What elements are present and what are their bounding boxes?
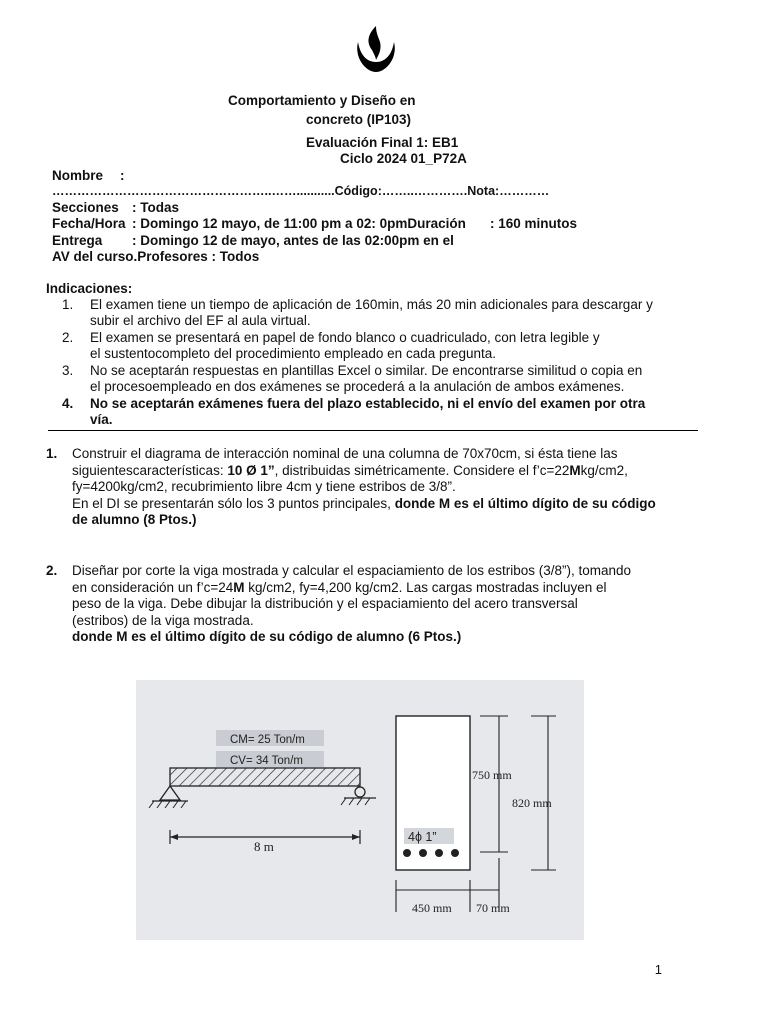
pin-support-icon — [160, 786, 180, 800]
fecha-label: Fecha/Hora — [52, 216, 126, 231]
secciones-value: : Todas — [132, 200, 179, 215]
cycle: Ciclo 2024 01_P72A — [340, 151, 467, 166]
list-item-number: 4. — [62, 396, 74, 411]
list-item-line1: No se aceptarán respuestas en plantillas Excel o similar. De encontrarse similitud o copia en — [90, 363, 643, 378]
question-number: 1. — [46, 446, 58, 461]
course-title-line1: Comportamiento y Diseño en — [228, 93, 416, 108]
q2-line5: donde M es el último dígito de su código de alumno (6 Ptos.) — [72, 629, 462, 644]
list-item-number: 1. — [62, 297, 74, 312]
nombre-colon: : — [120, 168, 125, 183]
beam-body — [170, 768, 360, 786]
list-item-line2: el sustentocompleto del procedimiento empleado en cada pregunta. — [90, 346, 497, 361]
list-item-line1: No se aceptarán exámenes fuera del plazo establecido, ni el envío del examen por otra — [90, 396, 646, 411]
list-item-line1: El examen se presentará en papel de fondo blanco o cuadriculado, con letra legible y — [90, 330, 600, 345]
beam-diagram — [136, 680, 584, 940]
list-item — [62, 330, 672, 364]
roller-support-icon — [355, 787, 365, 797]
rebar-label: 4ϕ 1” — [408, 830, 437, 844]
question-number: 2. — [46, 563, 58, 578]
fecha-value: : Domingo 12 mayo, de 11:00 pm a 02: 0pmDuración — [132, 216, 466, 231]
beam-figure — [136, 680, 584, 940]
span-label: 8 m — [254, 839, 274, 854]
list-item-line2: el procesoempleado en dos exámenes se procederá a la anulación de ambos exámenes. — [90, 379, 625, 394]
cm-label: CM= 25 Ton/m — [230, 734, 305, 746]
entrega-value2: AV del curso.Profesores : Todos — [52, 249, 260, 264]
indicaciones-title: Indicaciones: — [46, 281, 133, 296]
list-item — [62, 297, 672, 331]
q2-line2: en consideración un f’c=24M kg/cm2, fy=4,200 kg/cm2. Las cargas mostradas incluyen el — [72, 579, 607, 595]
list-item — [62, 396, 672, 430]
q1-line1: Construir el diagrama de interacción nominal de una columna de 70x70cm, si ésta tiene las — [72, 446, 618, 461]
q1-line3: fy=4200kg/cm2, recubrimiento libre 4cm y tiene estribos de 3/8”. — [72, 479, 456, 494]
q2-line4: (estribos) de la viga mostrada. — [72, 612, 254, 628]
duracion-value: : 160 minutos — [490, 216, 578, 231]
q2-line3: peso de la viga. Debe dibujar la distribución y el espaciamiento del acero transversal — [72, 596, 578, 611]
q1-line5: de alumno (8 Ptos.) — [72, 512, 197, 527]
height-750-label: 750 mm — [472, 768, 512, 782]
divider — [48, 430, 698, 431]
list-item — [62, 363, 672, 397]
list-item-number: 2. — [62, 330, 74, 345]
list-item-line2: subir el archivo del EF al aula virtual. — [90, 313, 311, 328]
nombre-label: Nombre — [52, 168, 104, 183]
q1-line4: En el DI se presentarán sólo los 3 puntos principales, donde M es el último dígito de su código — [72, 495, 656, 511]
q2-line1: Diseñar por corte la viga mostrada y calcular el espaciamiento de los estribos (3/8”), tomando — [72, 563, 632, 578]
width-450-label: 450 mm — [412, 901, 452, 915]
cv-label: CV= 34 Ton/m — [230, 755, 303, 767]
entrega-label: Entrega — [52, 233, 103, 248]
course-title-line2: concreto (IP103) — [306, 112, 412, 127]
secciones-label: Secciones — [52, 200, 119, 215]
height-820-label: 820 mm — [512, 796, 552, 810]
dots-line: ……………………………………………..……...........Código:……..………….Nota:………… — [52, 184, 550, 198]
exam-title: Evaluación Final 1: EB1 — [306, 135, 459, 150]
q1-line2: siguientescaracterísticas: 10 Ø 1”, distribuidas simétricamente. Considere el f’c=22Mkg/cm2, — [72, 462, 628, 478]
entrega-value: : Domingo 12 de mayo, antes de las 02:00pm en el — [132, 233, 454, 248]
university-logo — [352, 24, 400, 74]
list-item-number: 3. — [62, 363, 74, 378]
list-item-line1: El examen tiene un tiempo de aplicación de 160min, más 20 min adicionales para descargar y — [90, 297, 653, 312]
list-item-line2: vía. — [90, 412, 113, 427]
width-70-label: 70 mm — [476, 901, 510, 915]
page-number: 1 — [654, 962, 662, 977]
section-outline — [396, 716, 470, 870]
